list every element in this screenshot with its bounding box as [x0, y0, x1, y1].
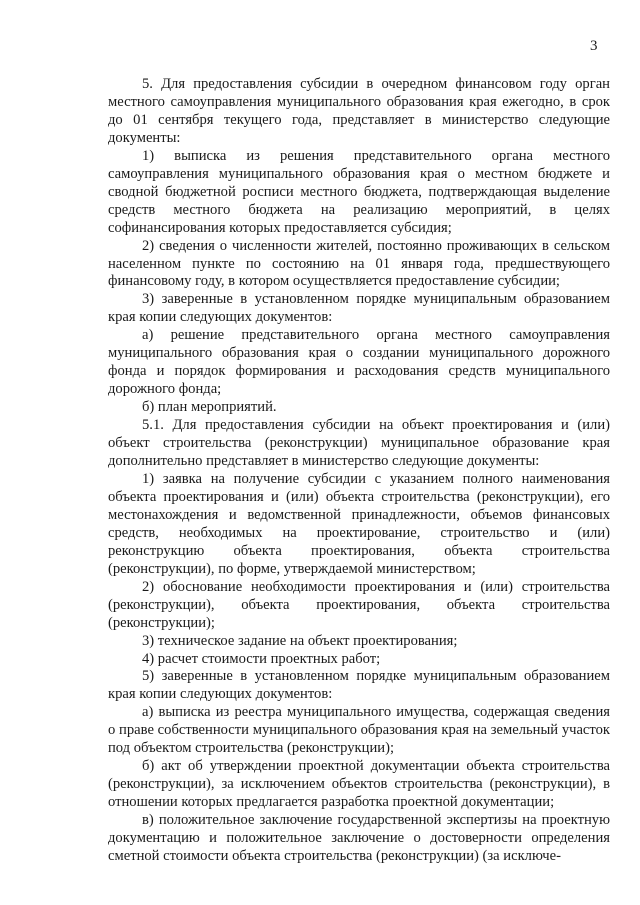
paragraph-5-1-item-5b: б) акт об утверждении проектной документации объекта строительства (реконструкции), за исключением объектов строительства (реконструкции), в отношении которых предлагается разработка проектной документации;	[108, 758, 610, 811]
paragraph-5-item-2: 2) сведения о численности жителей, постоянно проживающих в сельском населенном пункте по состоянию на 01 января года, предшествующего финансовому году, в котором осуществляется предоставление субсидии;	[108, 237, 610, 290]
paragraph-5-1-item-5: 5) заверенные в установленном порядке муниципальным образованием края копии следующих документов:	[108, 668, 610, 703]
paragraph-5-item-3a: а) решение представительного органа местного самоуправления муниципального образования края о создании муниципального дорожного фонда и порядок формирования и расходования средств муниципального дорожного фонда;	[108, 327, 610, 398]
document-body	[108, 76, 610, 866]
paragraph-5-item-3: 3) заверенные в установленном порядке муниципальным образованием края копии следующих документов:	[108, 291, 610, 326]
paragraph-5-1-item-5a: а) выписка из реестра муниципального имущества, содержащая сведения о праве собственности муниципального образования края на земельный участок под объектом строительства (реконструкции);	[108, 704, 610, 757]
paragraph-5-1-item-3: 3) техническое задание на объект проектирования;	[142, 632, 458, 649]
paragraph-5-item-1: 1) выписка из решения представительного органа местного самоуправления муниципального образования края о местном бюджете и сводной бюджетной росписи местного бюджета, подтверждающая выделение средств местного бюджета на реализацию мероприятий, в целях софинансирования которых предоставляется субсидия;	[108, 147, 610, 236]
paragraph-5-1-item-2: 2) обоснование необходимости проектирования и (или) строительства (реконструкции), объекта проектирования, объекта строительства (реконструкции);	[108, 578, 610, 631]
paragraph-5-1-item-4: 4) расчет стоимости проектных работ;	[142, 650, 381, 667]
paragraph-5-1-item-1: 1) заявка на получение субсидии с указанием полного наименования объекта проектирования и (или) объекта строительства (реконструкции), его местонахождения и ведомственной принадлежности, объемов финансовых средств, необходимых на проектирование, строительство и (или) реконструкцию объекта проектирования, объекта строительства (реконструкции), по форме, утверждаемой министерством;	[108, 470, 610, 577]
page-number: 3	[590, 38, 598, 54]
paragraph-5-item-3b: б) план мероприятий.	[142, 399, 277, 416]
paragraph-5-1-item-5v: в) положительное заключение государственной экспертизы на проектную документацию и положительное заключение о достоверности определения сметной стоимости объекта строительства (реконструкции) (за исключе-	[108, 812, 610, 864]
paragraph-5: 5. Для предоставления субсидии в очередном финансовом году орган местного самоуправления муниципального образования края ежегодно, в срок до 01 сентября текущего года, представляет в министерство следующие документы:	[108, 76, 610, 146]
paragraph-5-1: 5.1. Для предоставления субсидии на объект проектирования и (или) объект строительства (реконструкции) муниципальное образование края дополнительно представляет в министерство следующие документы:	[108, 417, 610, 470]
